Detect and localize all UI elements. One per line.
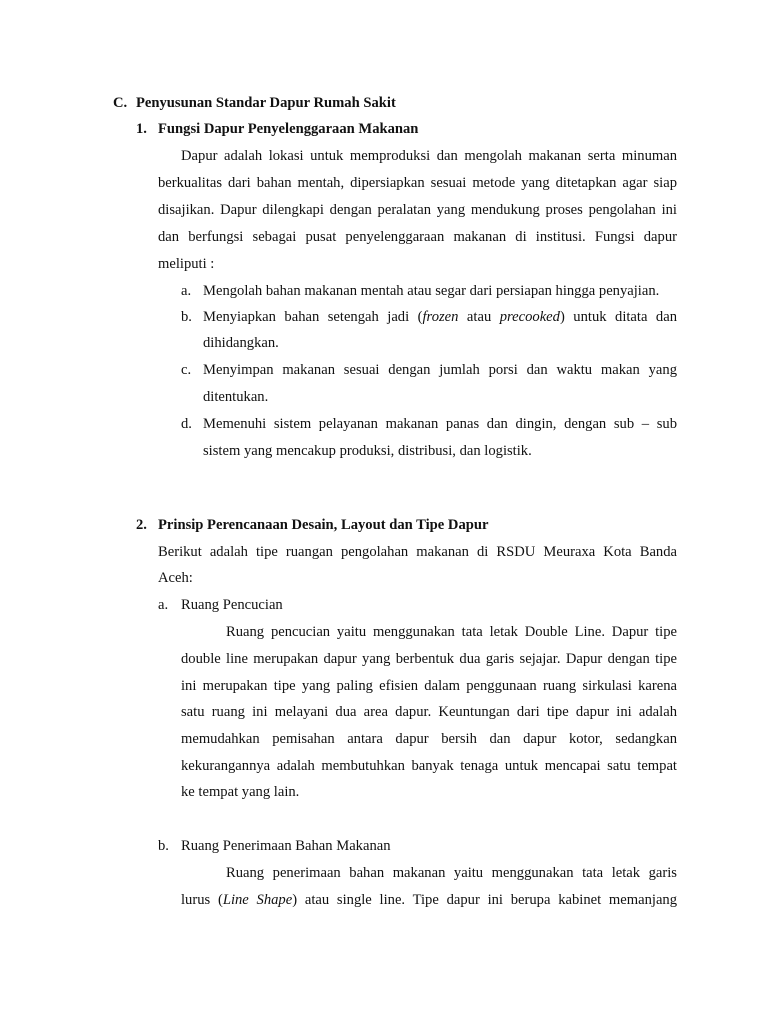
list-marker: c. <box>181 362 192 378</box>
list-marker: a. <box>158 597 169 613</box>
paragraph-line: double line merupakan dapur yang berbentuk dua garis sejajar. Dapur dengan tipe <box>181 651 677 667</box>
list-item-text: Menyimpan makanan sesuai dengan jumlah porsi dan waktu makan yang <box>203 362 677 378</box>
list-marker: d. <box>181 416 192 432</box>
list-item-text: dihidangkan. <box>203 335 279 351</box>
sub1-marker: 1. <box>136 121 147 137</box>
paragraph-line: meliputi : <box>158 256 215 272</box>
paragraph-line: berkualitas dari bahan mentah, dipersiapkan sesuai metode yang ditetapkan agar siap <box>158 175 677 191</box>
paragraph-line: memudahkan pemisahan antara dapur bersih dan dapur kotor, sedangkan <box>181 731 677 747</box>
sub1-title: Fungsi Dapur Penyelenggaraan Makanan <box>158 121 419 137</box>
paragraph-line: satu ruang ini melayani dua area dapur. Keuntungan dari tipe dapur ini adalah <box>181 704 677 720</box>
list-marker: b. <box>158 838 169 854</box>
section-title: Penyusunan Standar Dapur Rumah Sakit <box>136 95 396 111</box>
paragraph-line: Ruang pencucian yaitu menggunakan tata letak Double Line. Dapur tipe <box>226 624 677 640</box>
item-label: Ruang Penerimaan Bahan Makanan <box>181 838 391 854</box>
item-label: Ruang Pencucian <box>181 597 283 613</box>
list-item-text: ditentukan. <box>203 389 269 405</box>
list-marker: a. <box>181 283 192 299</box>
list-marker: b. <box>181 309 192 325</box>
sub2-title: Prinsip Perencanaan Desain, Layout dan Tipe Dapur <box>158 517 489 533</box>
paragraph-line: Dapur adalah lokasi untuk memproduksi dan mengolah makanan serta minuman <box>181 148 677 164</box>
sub2-marker: 2. <box>136 517 147 533</box>
section-marker: C. <box>113 95 128 111</box>
list-item-text: sistem yang mencakup produksi, distribusi, dan logistik. <box>203 443 532 459</box>
list-item-text: Mengolah bahan makanan mentah atau segar dari persiapan hingga penyajian. <box>203 283 660 299</box>
list-item-text: Menyiapkan bahan setengah jadi (frozen atau precooked) untuk ditata dan <box>203 309 677 325</box>
paragraph-line: ini merupakan tipe yang paling efisien dalam penggunaan ruang sirkulasi karena <box>181 678 677 694</box>
paragraph-line: ke tempat yang lain. <box>181 784 300 800</box>
paragraph-line: lurus (Line Shape) atau single line. Tipe dapur ini berupa kabinet memanjang <box>181 892 678 908</box>
paragraph-line: Ruang penerimaan bahan makanan yaitu menggunakan tata letak garis <box>226 865 677 881</box>
paragraph-line: kekurangannya adalah membutuhkan banyak tenaga untuk mencapai satu tempat <box>181 758 677 774</box>
list-item-text: Memenuhi sistem pelayanan makanan panas dan dingin, dengan sub – sub <box>203 416 677 432</box>
paragraph-line: dan berfungsi sebagai pusat penyelenggaraan makanan di institusi. Fungsi dapur <box>158 229 677 245</box>
paragraph-line: Aceh: <box>158 570 193 586</box>
paragraph-line: Berikut adalah tipe ruangan pengolahan makanan di RSDU Meuraxa Kota Banda <box>158 544 677 560</box>
paragraph-line: disajikan. Dapur dilengkapi dengan peralatan yang mendukung proses pengolahan ini <box>158 202 677 218</box>
